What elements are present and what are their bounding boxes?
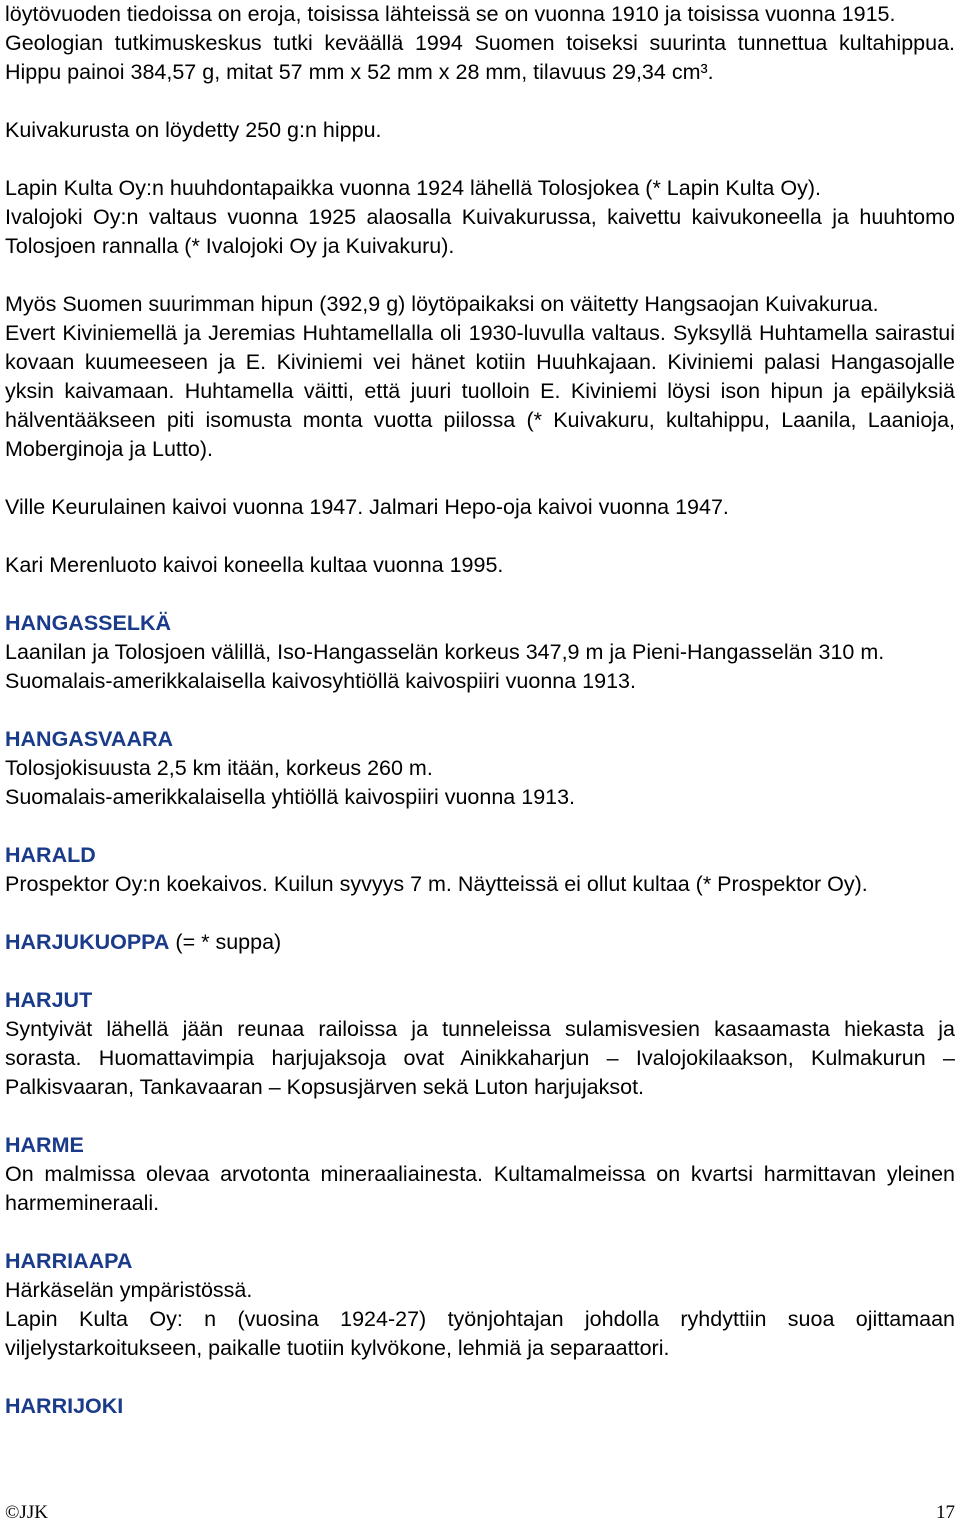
document-page	[5, 0, 955, 1421]
entry-text: Prospektor Oy:n koekaivos. Kuilun syvyys 7 m. Näytteissä ei ollut kultaa (* Prospektor Oy).	[5, 872, 868, 896]
entry-title: HARJUKUOPPA	[5, 930, 170, 954]
entry-text: Lapin Kulta Oy: n (vuosina 1924-27) työnjohtajan johdolla ryhdyttiin suoa ojittamaan viljelystarkoitukseen, paikalle tuotiin kylvökone, lehmiä ja separaattori.	[5, 1307, 955, 1360]
entry-heading-hangasselka: HANGASSELKÄ	[5, 611, 172, 635]
entry-text: Syntyivät lähellä jään reunaa railoissa ja tunneleissa sulamisvesien kasaamasta hiekasta ja sorasta. Huomattavimpia harjujaksoja ovat Ainikkaharjun – Ivalojokilaakson, Kulmakurun – Palkisvaaran, Tankavaaran – Kopsusjärven sekä Luton harjujaksot.	[5, 1017, 955, 1099]
paragraph: Evert Kiviniemellä ja Jeremias Huhtamellalla oli 1930-luvulla valtaus. Syksyllä Huhtamella sairastui kovaan kuumeeseen ja E. Kiviniemi vei hänet kotiin Huuhkajaan. Kiviniemi palasi Hangasojalle yksin kaivamaan. Huhtamella väitti, että juuri tuolloin E. Kiviniemi löysi ison hipun ja epäilyksiä hälventääkseen piti isomusta monta vuotta piilossa (* Kuivakuru, kultahippu, Laanila, Laanioja, Moberginoja ja Lutto).	[5, 321, 955, 461]
paragraph: Lapin Kulta Oy:n huuhdontapaikka vuonna 1924 lähellä Tolosjokea (* Lapin Kulta Oy).	[5, 176, 821, 200]
entry-text: Tolosjokisuusta 2,5 km itään, korkeus 260 m.	[5, 756, 433, 780]
entry-heading-hangasvaara: HANGASVAARA	[5, 727, 174, 751]
entry-heading-harjukuoppa	[5, 928, 955, 957]
entry-heading-harriaapa: HARRIAAPA	[5, 1249, 133, 1273]
entry-text: Suomalais-amerikkalaisella kaivosyhtiöllä kaivospiiri vuonna 1913.	[5, 669, 636, 693]
paragraph: Myös Suomen suurimman hipun (392,9 g) löytöpaikaksi on väitetty Hangsaojan Kuivakurua.	[5, 292, 879, 316]
entry-cross-reference: (= * suppa)	[169, 930, 282, 954]
entry-text: On malmissa olevaa arvotonta mineraaliainesta. Kultamalmeissa on kvartsi harmittavan yleinen harmemineraali.	[5, 1162, 955, 1215]
entry-heading-harme: HARME	[5, 1133, 84, 1157]
copyright-label: ©JJK	[5, 1502, 48, 1523]
entry-text: Laanilan ja Tolosjoen välillä, Iso-Hangasselän korkeus 347,9 m ja Pieni-Hangasselän 310 m.	[5, 640, 885, 664]
entry-text: Suomalais-amerikkalaisella yhtiöllä kaivospiiri vuonna 1913.	[5, 785, 576, 809]
entry-heading-harjut: HARJUT	[5, 988, 93, 1012]
entry-text: Härkäselän ympäristössä.	[5, 1278, 253, 1302]
paragraph: Kuivakurusta on löydetty 250 g:n hippu.	[5, 118, 382, 142]
entry-heading-harald: HARALD	[5, 843, 96, 867]
paragraph: löytövuoden tiedoissa on eroja, toisissa lähteissä se on vuonna 1910 ja toisissa vuonna 1915.	[5, 2, 896, 26]
paragraph: Ivalojoki Oy:n valtaus vuonna 1925 alaosalla Kuivakurussa, kaivettu kaivukoneella ja huuhtomo Tolosjoen rannalla (* Ivalojoki Oy ja Kuivakuru).	[5, 205, 955, 258]
paragraph: Kari Merenluoto kaivoi koneella kultaa vuonna 1995.	[5, 553, 504, 577]
entry-heading-harrijoki: HARRIJOKI	[5, 1394, 124, 1418]
paragraph: Ville Keurulainen kaivoi vuonna 1947. Jalmari Hepo-oja kaivoi vuonna 1947.	[5, 495, 729, 519]
paragraph: Geologian tutkimuskeskus tutki keväällä 1994 Suomen toiseksi suurinta tunnettua kultahippua. Hippu painoi 384,57 g, mitat 57 mm x 52 mm x 28 mm, tilavuus 29,34 cm³.	[5, 31, 955, 84]
page-footer	[5, 1502, 955, 1524]
page-number: 17	[936, 1502, 955, 1523]
